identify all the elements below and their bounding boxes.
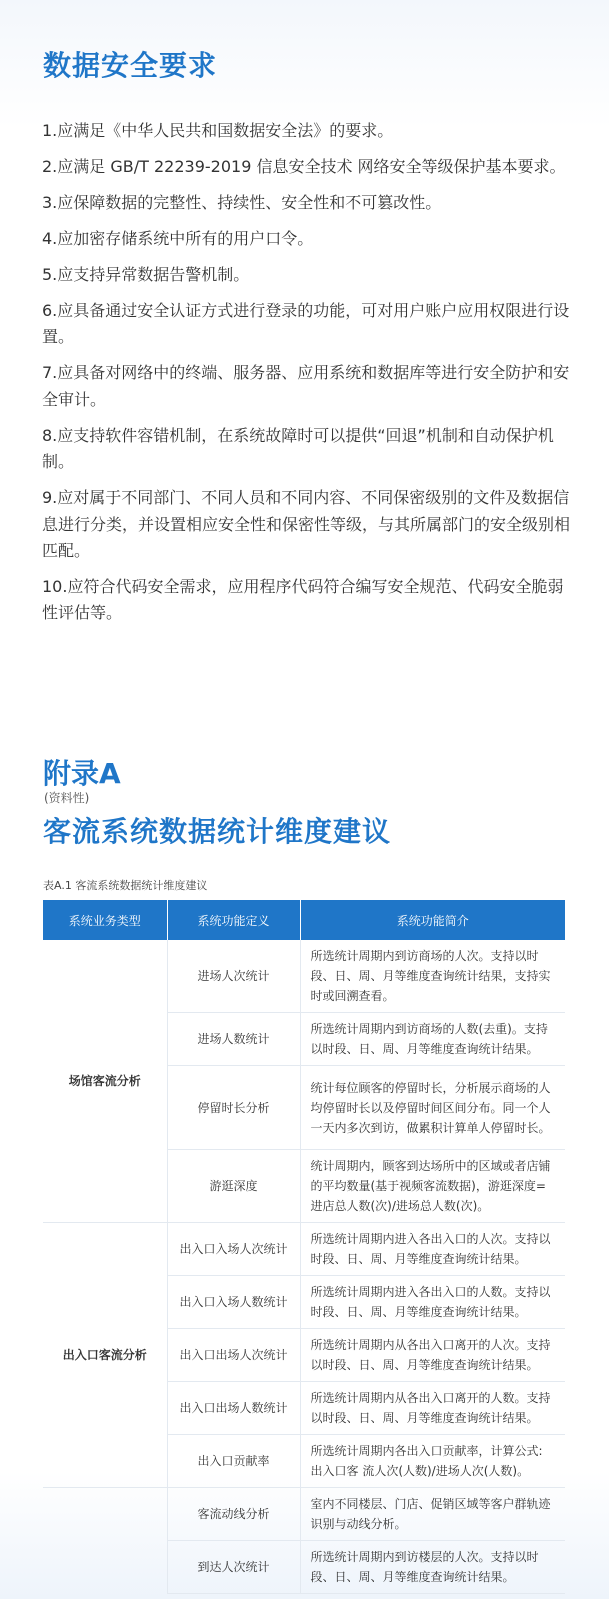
function-definition-cell: 出入口入场人次统计 (167, 1223, 300, 1276)
requirement-item: 6.应具备通过安全认证方式进行登录的功能，可对用户账户应用权限进行设置。 (42, 301, 570, 347)
function-summary-cell: 所选统计周期内到访楼层的人次。支持以时段、日、周、月等维度查询统计结果。 (300, 1541, 565, 1594)
stats-table (43, 900, 565, 1594)
function-summary-cell: 室内不同楼层、门店、促销区域等客户群轨迹识别与动线分析。 (300, 1488, 565, 1541)
header-function-definition: 系统功能定义 (167, 900, 300, 940)
requirement-item: 7.应具备对网络中的终端、服务器、应用系统和数据库等进行安全防护和安全审计。 (42, 363, 570, 409)
appendix-subtitle: (资料性) (44, 791, 90, 805)
function-summary-cell: 所选统计周期内到访商场的人数(去重)。支持以时段、日、周、月等维度查询统计结果。 (300, 1013, 565, 1066)
function-summary-cell: 所选统计周期内从各出入口离开的人次。支持以时段、日、周、月等维度查询统计结果。 (300, 1329, 565, 1382)
function-definition-cell: 停留时长分析 (167, 1066, 300, 1150)
appendix-title: 附录A (43, 757, 121, 790)
function-definition-cell: 出入口出场人次统计 (167, 1329, 300, 1382)
requirement-item: 4.应加密存储系统中所有的用户口令。 (42, 229, 314, 248)
table-row (43, 1223, 565, 1276)
requirement-item: 3.应保障数据的完整性、持续性、安全性和不可篡改性。 (42, 193, 442, 212)
table-header-row (43, 900, 565, 940)
function-definition-cell: 游逛深度 (167, 1150, 300, 1223)
function-definition-cell: 出入口贡献率 (167, 1435, 300, 1488)
function-definition-cell: 进场人次统计 (167, 940, 300, 1013)
header-business-type: 系统业务类型 (43, 900, 167, 940)
function-summary-cell: 统计周期内，顾客到达场所中的区域或者店铺的平均数量(基于视频客流数据)，游逛深度=进店总人数(次)/进场总人数(次)。 (300, 1150, 565, 1223)
appendix-heading: 客流系统数据统计维度建议 (43, 815, 392, 848)
requirement-item: 2.应满足 GB/T 22239-2019 信息安全技术 网络安全等级保护基本要求。 (42, 157, 566, 176)
function-definition-cell: 进场人数统计 (167, 1013, 300, 1066)
function-summary-cell: 所选统计周期内到访商场的人次。支持以时段、日、周、月等维度查询统计结果，支持实时或回溯查看。 (300, 940, 565, 1013)
function-summary-cell: 所选统计周期内从各出入口离开的人数。支持以时段、日、周、月等维度查询统计结果。 (300, 1382, 565, 1435)
function-definition-cell: 客流动线分析 (167, 1488, 300, 1541)
business-type-cell: 场馆客流分析 (43, 940, 167, 1223)
requirement-item: 5.应支持异常数据告警机制。 (42, 265, 250, 284)
function-summary-cell: 所选统计周期内进入各出入口的人数。支持以时段、日、周、月等维度查询统计结果。 (300, 1276, 565, 1329)
header-function-summary: 系统功能简介 (300, 900, 565, 940)
function-summary-cell: 所选统计周期内各出入口贡献率，计算公式: 出入口客 流人次(人数)/进场人次(人数)。 (300, 1435, 565, 1488)
requirement-item: 9.应对属于不同部门、不同人员和不同内容、不同保密级别的文件及数据信息进行分类，并设置相应安全性和保密性等级，与其所属部门的安全级别相匹配。 (42, 488, 571, 561)
requirements-list (42, 118, 572, 636)
requirement-item: 10.应符合代码安全需求，应用程序代码符合编写安全规范、代码安全脆弱性评估等。 (42, 577, 564, 623)
table-caption: 表A.1 客流系统数据统计维度建议 (43, 879, 208, 892)
function-summary-cell: 所选统计周期内进入各出入口的人次。支持以时段、日、周、月等维度查询统计结果。 (300, 1223, 565, 1276)
function-definition-cell: 出入口入场人数统计 (167, 1276, 300, 1329)
table-row (43, 1488, 565, 1541)
table-row (43, 940, 565, 1013)
function-definition-cell: 到达人次统计 (167, 1541, 300, 1594)
requirement-item: 1.应满足《中华人民共和国数据安全法》的要求。 (42, 121, 394, 140)
requirement-item: 8.应支持软件容错机制，在系统故障时可以提供“回退”机制和自动保护机制。 (42, 425, 554, 472)
function-summary-cell: 统计每位顾客的停留时长，分析展示商场的人均停留时长以及停留时间区间分布。同一个人一天内多次到访，做累积计算单人停留时长。 (300, 1066, 565, 1150)
section-title: 数据安全要求 (43, 49, 218, 82)
business-type-cell (43, 1488, 167, 1594)
function-definition-cell: 出入口出场人数统计 (167, 1382, 300, 1435)
business-type-cell: 出入口客流分析 (43, 1223, 167, 1488)
